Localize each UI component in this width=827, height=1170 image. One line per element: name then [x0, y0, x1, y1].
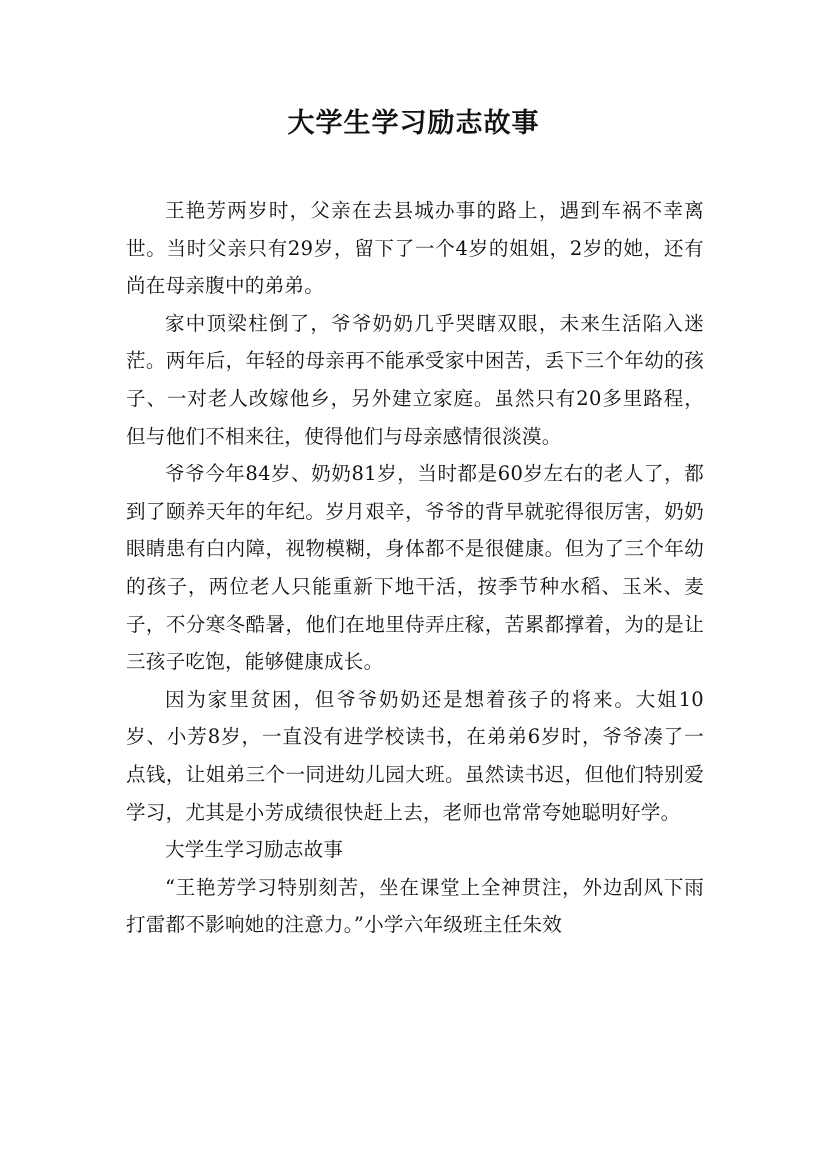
- section-heading: 大学生学习励志故事: [165, 838, 344, 862]
- paragraph-1: 王艳芳两岁时，父亲在去县城办事的路上，遇到车祸不幸离世。当时父亲只有29岁，留下了一个4岁的姐姐，2岁的她，还有尚在母亲腹中的弟弟。: [126, 199, 704, 298]
- paragraph-3: 爷爷今年84岁、奶奶81岁，当时都是60岁左右的老人了，都到了颐养天年的年纪。岁月艰辛，爷爷的背早就驼得很厉害，奶奶眼睛患有白内障，视物模糊，身体都不是很健康。但为了三个年幼的孩子，两位老人只能重新下地干活，按季节种水稻、玉米、麦子，不分寒冬酷暑，他们在地里侍弄庄稼，苦累都撑着，为的是让三孩子吃饱，能够健康成长。: [126, 462, 704, 674]
- document-title: 大学生学习励志故事: [287, 108, 540, 139]
- paragraph-2: 家中顶梁柱倒了，爷爷奶奶几乎哭瞎双眼，未来生活陷入迷茫。两年后，年轻的母亲再不能承受家中困苦，丢下三个年幼的孩子、一对老人改嫁他乡，另外建立家庭。虽然只有20多里路程，但与他们不相来往，使得他们与母亲感情很淡漠。: [126, 311, 704, 448]
- document-body: [126, 192, 704, 944]
- paragraph-5: “王艳芳学习特别刻苦，坐在课堂上全神贯注，外边刮风下雨打雷都不影响她的注意力。”小学六年级班主任朱效: [126, 875, 704, 937]
- paragraph-4: 因为家里贫困，但爷爷奶奶还是想着孩子的将来。大姐10岁、小芳8岁，一直没有进学校读书，在弟弟6岁时，爷爷凑了一点钱，让姐弟三个一同进幼儿园大班。虽然读书迟，但他们特别爱学习，尤其是小芳成绩很快赶上去，老师也常常夸她聪明好学。: [126, 687, 704, 824]
